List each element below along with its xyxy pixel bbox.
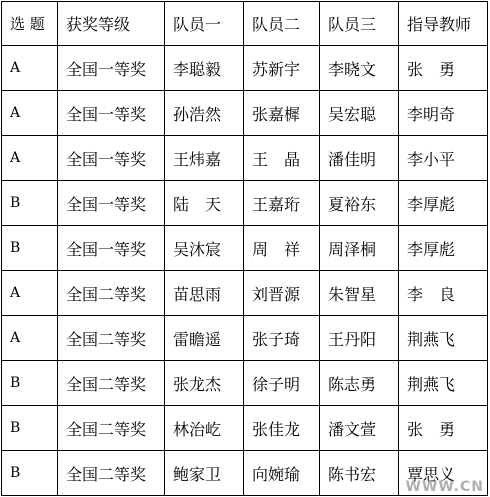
cell-advisor: 荆燕飞 (399, 316, 488, 361)
cell-member-3: 潘文萱 (320, 406, 399, 451)
cell-award-level: 全国一等奖 (58, 46, 165, 91)
cell-member-2: 张嘉樨 (244, 91, 320, 136)
cell-advisor: 覃思义 (399, 451, 488, 496)
cell-topic: A (2, 91, 58, 136)
cell-member-1: 李聪毅 (165, 46, 244, 91)
cell-advisor: 李 良 (399, 271, 488, 316)
cell-award-level: 全国二等奖 (58, 316, 165, 361)
cell-advisor: 李厚彪 (399, 226, 488, 271)
table-row (2, 361, 488, 406)
cell-award-level: 全国一等奖 (58, 136, 165, 181)
header-award-level: 获奖等级 (58, 2, 165, 46)
cell-topic: A (2, 136, 58, 181)
header-member-1: 队员一 (165, 2, 244, 46)
cell-topic: B (2, 406, 58, 451)
cell-member-2: 苏新宇 (244, 46, 320, 91)
cell-member-3: 朱智星 (320, 271, 399, 316)
cell-member-3: 陈志勇 (320, 361, 399, 406)
cell-member-3: 夏裕东 (320, 181, 399, 226)
cell-member-2: 周 祥 (244, 226, 320, 271)
cell-member-3: 王丹阳 (320, 316, 399, 361)
cell-topic: A (2, 316, 58, 361)
header-topic: 选 题 (2, 2, 58, 46)
cell-member-3: 陈书宏 (320, 451, 399, 496)
cell-member-2: 刘晋源 (244, 271, 320, 316)
cell-member-2: 张子琦 (244, 316, 320, 361)
cell-topic: B (2, 451, 58, 496)
cell-member-1: 王炜嘉 (165, 136, 244, 181)
cell-member-1: 林治屹 (165, 406, 244, 451)
cell-member-1: 苗思雨 (165, 271, 244, 316)
cell-member-1: 孙浩然 (165, 91, 244, 136)
cell-member-2: 向婉瑜 (244, 451, 320, 496)
table-row (2, 136, 488, 181)
cell-member-1: 雷瞻遥 (165, 316, 244, 361)
cell-member-3: 吴宏聪 (320, 91, 399, 136)
watermark: WWW.CN (405, 479, 484, 495)
cell-member-3: 潘佳明 (320, 136, 399, 181)
cell-award-level: 全国一等奖 (58, 91, 165, 136)
cell-advisor: 李小平 (399, 136, 488, 181)
cell-award-level: 全国二等奖 (58, 361, 165, 406)
cell-advisor: 李明奇 (399, 91, 488, 136)
table-row (2, 316, 488, 361)
cell-advisor: 张 勇 (399, 406, 488, 451)
cell-topic: B (2, 226, 58, 271)
header-member-2: 队员二 (244, 2, 320, 46)
cell-award-level: 全国二等奖 (58, 406, 165, 451)
cell-member-1: 张龙杰 (165, 361, 244, 406)
table-row (2, 181, 488, 226)
table-row (2, 46, 488, 91)
cell-award-level: 全国二等奖 (58, 271, 165, 316)
cell-member-2: 徐子明 (244, 361, 320, 406)
table-row (2, 226, 488, 271)
table-header-row (2, 2, 488, 46)
cell-topic: A (2, 271, 58, 316)
cell-topic: A (2, 46, 58, 91)
cell-member-2: 王 晶 (244, 136, 320, 181)
cell-topic: B (2, 361, 58, 406)
cell-award-level: 全国一等奖 (58, 181, 165, 226)
cell-member-1: 陆 天 (165, 181, 244, 226)
header-member-3: 队员三 (320, 2, 399, 46)
cell-member-1: 鲍家卫 (165, 451, 244, 496)
cell-member-2: 张佳龙 (244, 406, 320, 451)
cell-advisor: 李厚彪 (399, 181, 488, 226)
awards-table (1, 1, 488, 496)
table-row (2, 271, 488, 316)
cell-member-2: 王嘉珩 (244, 181, 320, 226)
cell-topic: B (2, 181, 58, 226)
header-advisor: 指导教师 (399, 2, 488, 46)
cell-advisor: 张 勇 (399, 46, 488, 91)
cell-member-3: 周泽桐 (320, 226, 399, 271)
cell-award-level: 全国一等奖 (58, 226, 165, 271)
table-row (2, 406, 488, 451)
cell-advisor: 荆燕飞 (399, 361, 488, 406)
table-row (2, 91, 488, 136)
cell-award-level: 全国二等奖 (58, 451, 165, 496)
cell-member-1: 吴沐宸 (165, 226, 244, 271)
cell-member-3: 李晓文 (320, 46, 399, 91)
